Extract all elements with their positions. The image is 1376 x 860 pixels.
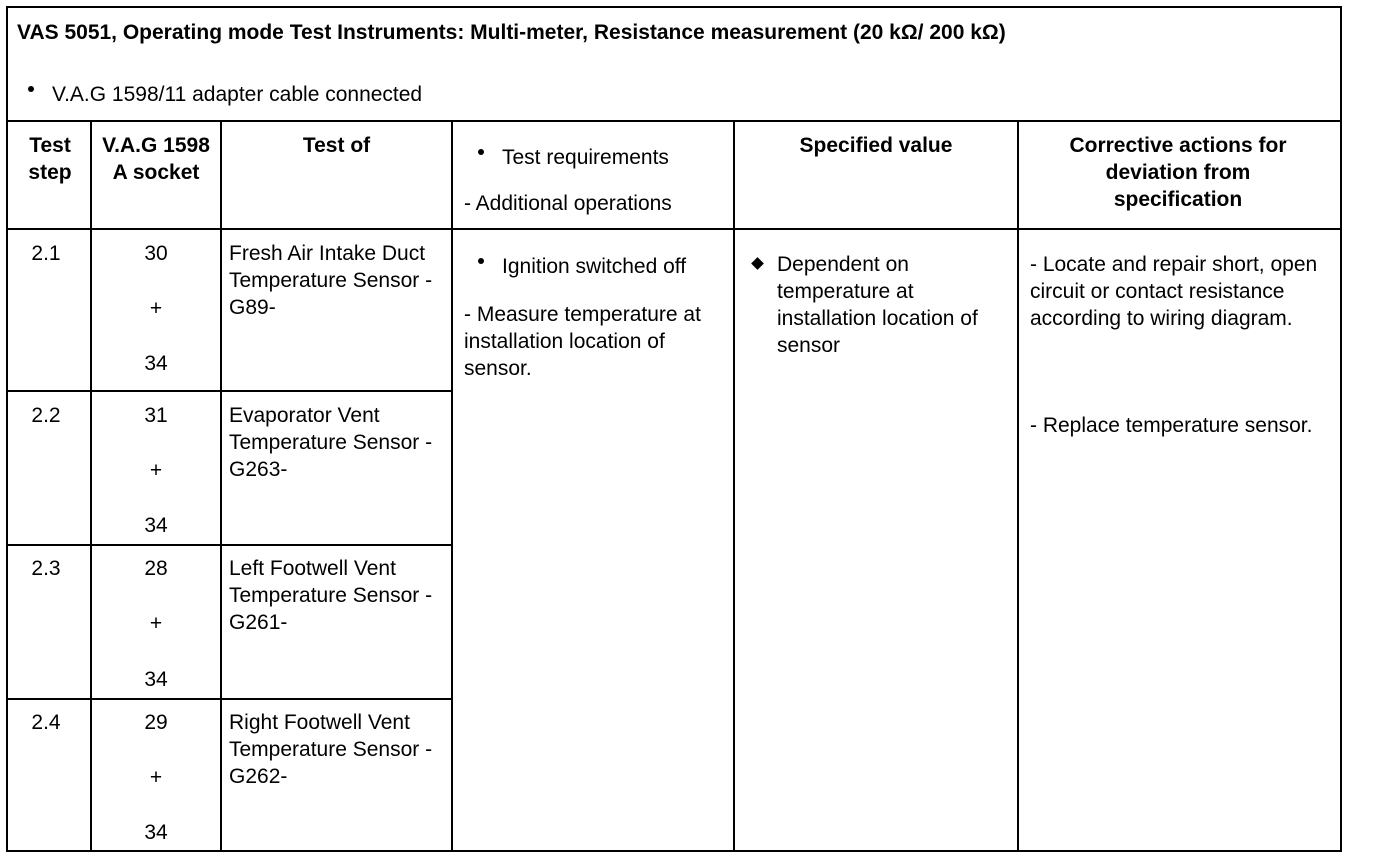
row-test-of: Right Footwell Vent Temperature Sensor -G262- bbox=[229, 711, 433, 788]
diamond-icon bbox=[751, 257, 764, 270]
header-test-step: Test step bbox=[28, 134, 72, 184]
header-requirements bbox=[478, 146, 669, 170]
row-plus: + bbox=[149, 459, 163, 482]
row-plus: + bbox=[149, 612, 163, 635]
row-plus: + bbox=[149, 297, 163, 320]
row-socket-b: 34 bbox=[144, 821, 168, 844]
row-divider bbox=[8, 698, 451, 700]
diamond-bullet bbox=[753, 251, 765, 278]
column-divider bbox=[451, 122, 453, 850]
row-divider bbox=[8, 390, 451, 392]
column-divider bbox=[220, 122, 222, 850]
row-socket-b: 34 bbox=[144, 514, 168, 537]
column-divider bbox=[1017, 122, 1019, 850]
page-title: VAS 5051, Operating mode Test Instruments: Multi-meter, Resistance measurement (20 kΩ/ 200 kΩ) bbox=[17, 21, 1006, 44]
header-divider bbox=[8, 228, 1340, 230]
corrective-action-2: - Replace temperature sensor. bbox=[1030, 414, 1313, 437]
row-socket-a: 30 bbox=[144, 242, 168, 265]
row-test-of: Left Footwell Vent Temperature Sensor -G261- bbox=[229, 557, 433, 634]
row-socket-a: 31 bbox=[144, 404, 168, 427]
header-test-of: Test of bbox=[302, 134, 371, 157]
column-divider bbox=[733, 122, 735, 850]
test-table-frame bbox=[6, 6, 1342, 852]
header-specified-value: Specified value bbox=[799, 134, 953, 157]
row-divider bbox=[8, 544, 451, 546]
specified-value-text: Dependent on temperature at installation location of sensor bbox=[777, 253, 978, 357]
row-step: 2.1 bbox=[31, 242, 61, 265]
row-socket-b: 34 bbox=[144, 668, 168, 691]
row-test-of: Fresh Air Intake Duct Temperature Sensor -G89- bbox=[229, 242, 433, 319]
precondition-text: V.A.G 1598/11 adapter cable connected bbox=[52, 83, 423, 106]
row-step: 2.3 bbox=[31, 557, 61, 580]
header-corrective: Corrective actions for deviation from specification bbox=[1069, 134, 1287, 211]
requirement-condition-text: Ignition switched off bbox=[502, 255, 687, 278]
corrective-action-1: - Locate and repair short, open circuit or contact resistance according to wiring diagram. bbox=[1030, 253, 1318, 330]
header-requirements-text: Test requirements bbox=[502, 146, 669, 169]
bullet-icon bbox=[478, 258, 484, 264]
row-test-of: Evaporator Vent Temperature Sensor -G263- bbox=[229, 404, 433, 481]
bullet-icon bbox=[28, 86, 34, 92]
row-socket-b: 34 bbox=[144, 352, 168, 375]
row-socket-a: 28 bbox=[144, 557, 168, 580]
row-socket-a: 29 bbox=[144, 711, 168, 734]
row-step: 2.2 bbox=[31, 404, 61, 427]
row-step: 2.4 bbox=[31, 711, 61, 734]
requirement-operation: - Measure temperature at installation location of sensor. bbox=[464, 303, 701, 380]
requirement-condition bbox=[478, 255, 686, 279]
header-socket: V.A.G 1598 A socket bbox=[102, 134, 210, 184]
header-additional-ops: - Additional operations bbox=[464, 192, 672, 215]
precondition-line bbox=[28, 83, 422, 107]
table-header-block bbox=[8, 8, 1340, 122]
column-divider bbox=[90, 122, 92, 850]
bullet-icon bbox=[478, 149, 484, 155]
row-plus: + bbox=[149, 766, 163, 789]
